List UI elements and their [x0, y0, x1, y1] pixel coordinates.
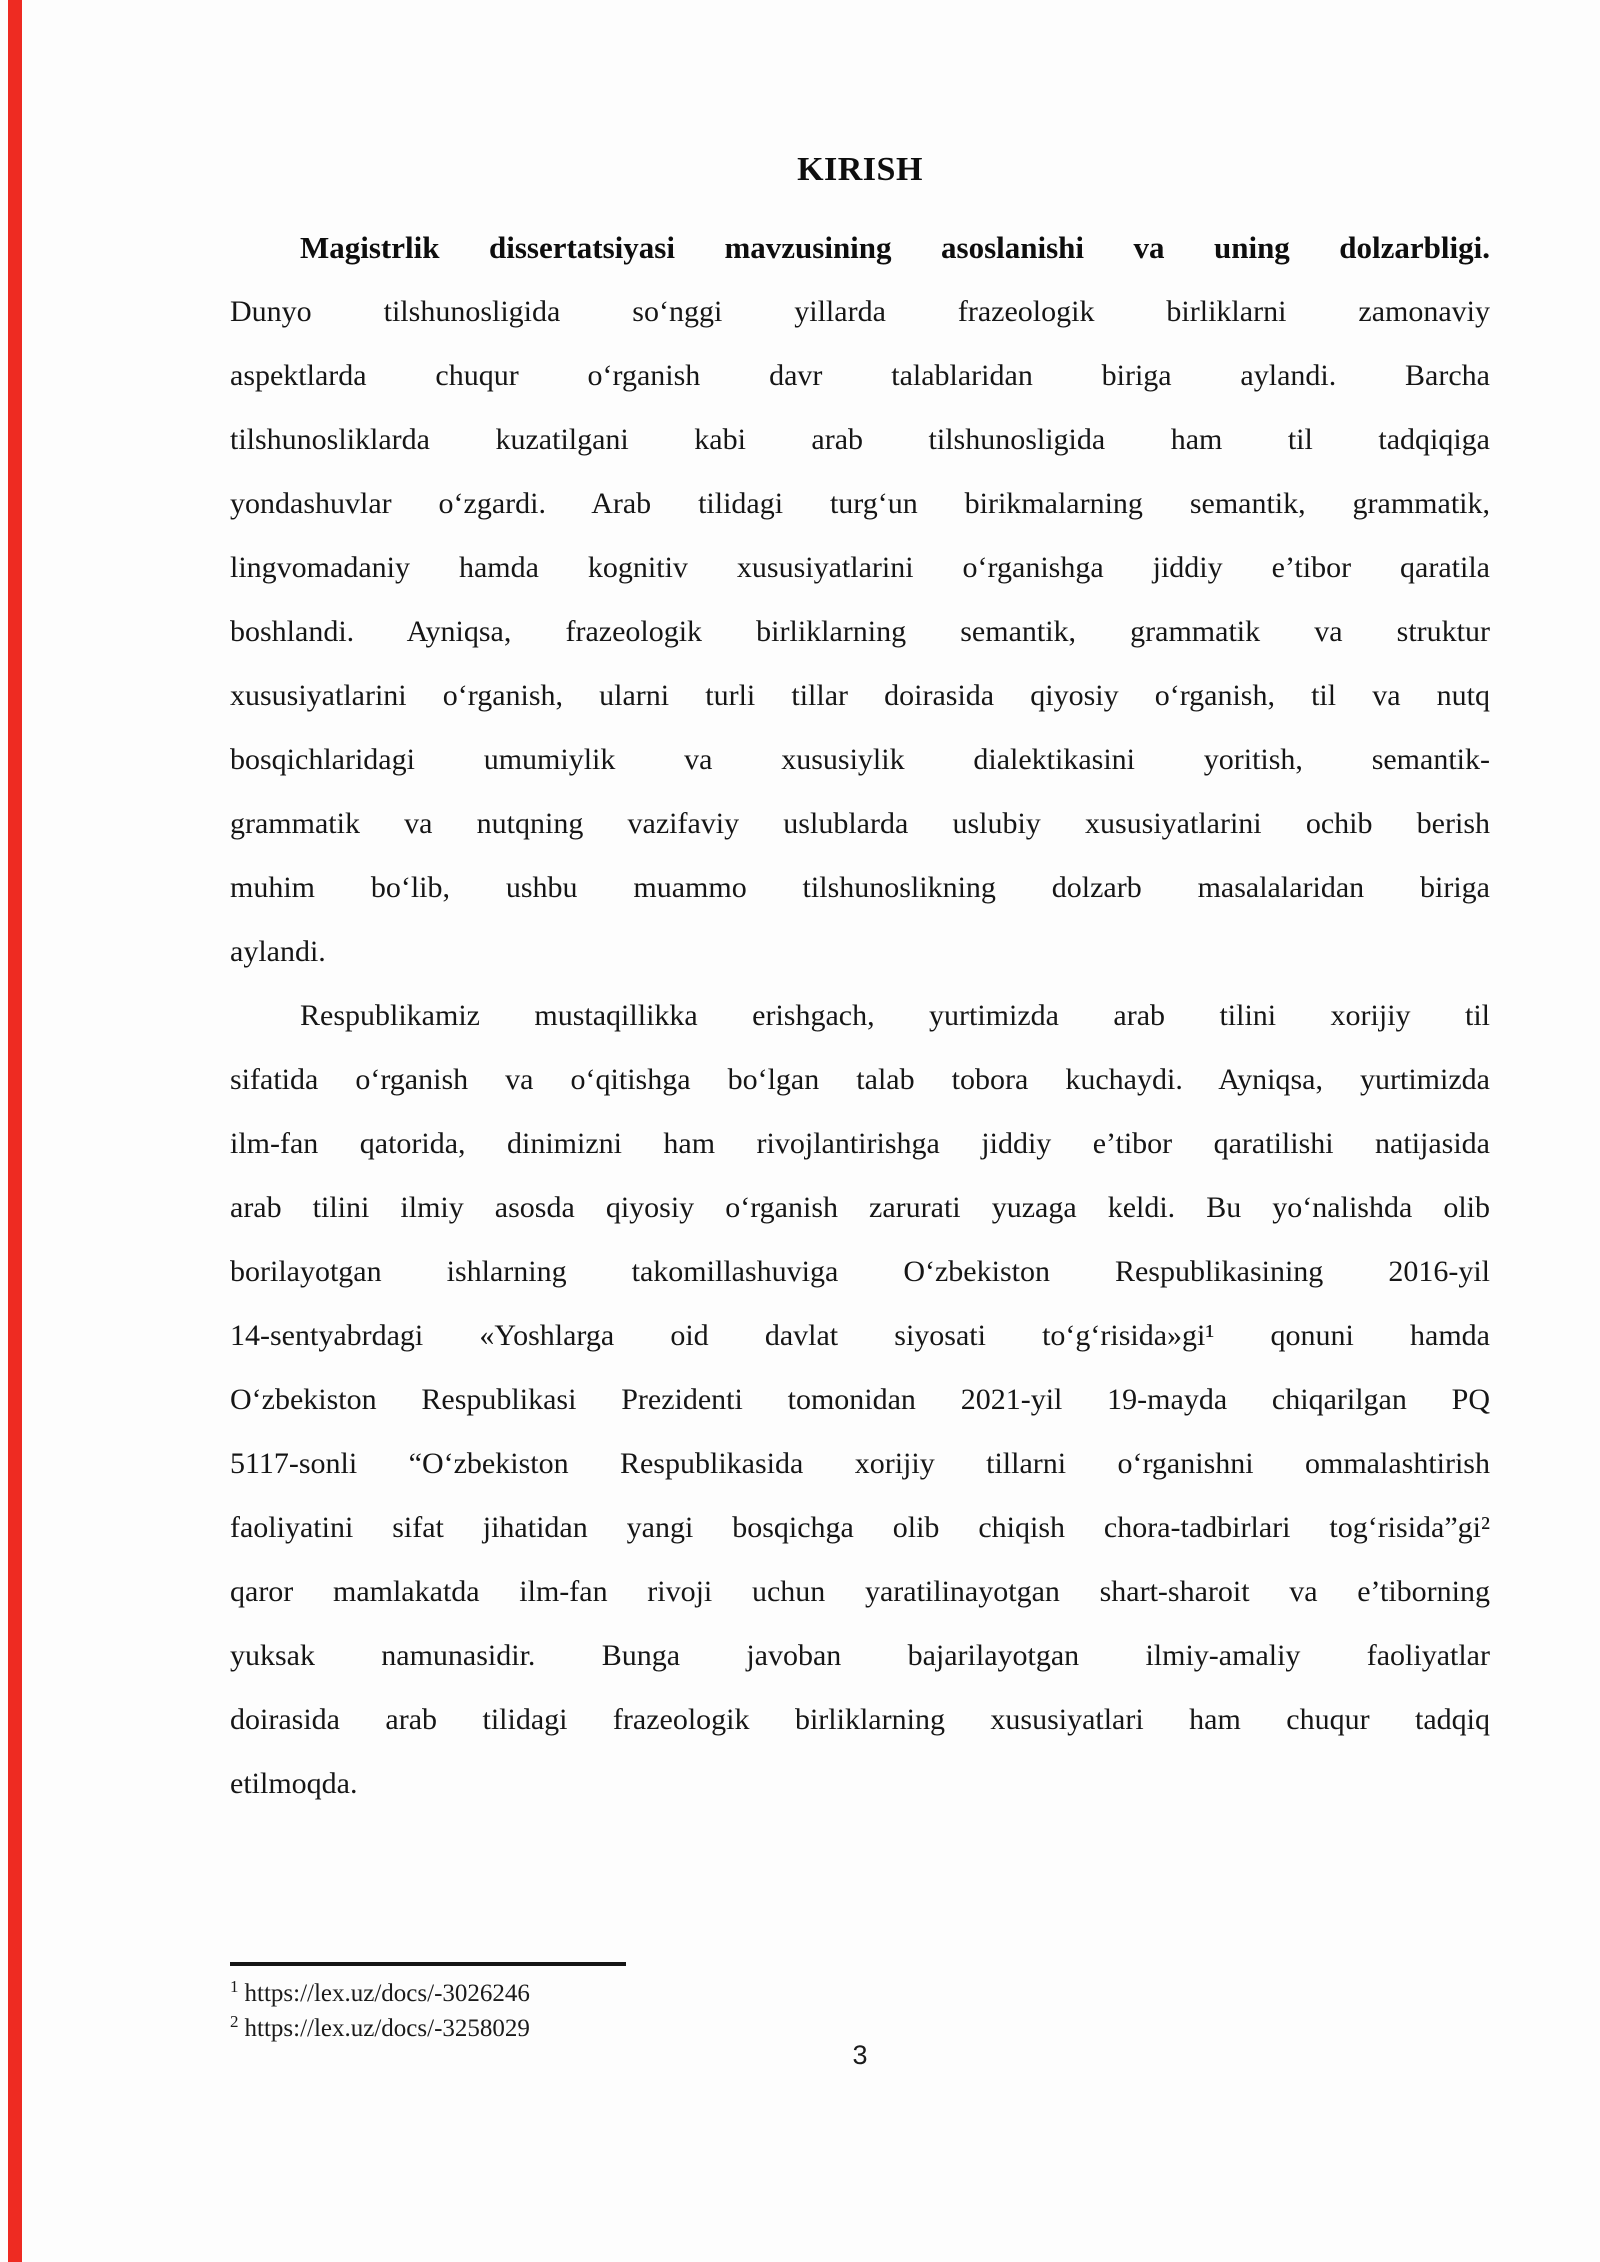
- text-line: Dunyo tilshunosligida so‘nggi yillarda frazeologik birliklarni zamonaviy: [230, 295, 1490, 328]
- page-number: 3: [852, 2040, 868, 2070]
- text-line: lingvomadaniy hamda kognitiv xususiyatlarini o‘rganishga jiddiy e’tibor qaratila: [230, 551, 1490, 584]
- text-line: aylandi.: [230, 935, 326, 968]
- footnote-1-url: https://lex.uz/docs/-3026246: [244, 1980, 530, 2007]
- text-line: tilshunosliklarda kuzatilgani kabi arab tilshunosligida ham til tadqiqiga: [230, 423, 1490, 456]
- text-line: etilmoqda.: [230, 1767, 358, 1800]
- text-line: 5117-sonli “O‘zbekiston Respublikasida xorijiy tillarni o‘rganishni ommalashtirish: [230, 1447, 1490, 1480]
- text-line: boshlandi. Ayniqsa, frazeologik birliklarning semantik, grammatik va struktur: [230, 615, 1490, 648]
- text-line: qaror mamlakatda ilm-fan rivoji uchun yaratilinayotgan shart-sharoit va e’tiborning: [230, 1575, 1490, 1608]
- left-margin-red-stripe: [8, 0, 22, 2262]
- text-line: borilayotgan ishlarning takomillashuviga O‘zbekiston Respublikasining 2016-yil: [230, 1255, 1490, 1288]
- text-line: doirasida arab tilidagi frazeologik birliklarning xususiyatlari ham chuqur tadqiq: [230, 1703, 1490, 1736]
- text-line: muhim bo‘lib, ushbu muammo tilshunoslikning dolzarb masalalaridan biriga: [230, 871, 1490, 904]
- footnote-1-marker: 1: [230, 1976, 239, 1996]
- text-line: arab tilini ilmiy asosda qiyosiy o‘rganish zarurati yuzaga keldi. Bu yo‘nalishda olib: [230, 1191, 1490, 1224]
- text-line: yuksak namunasidir. Bunga javoban bajarilayotgan ilmiy-amaliy faoliyatlar: [230, 1639, 1490, 1672]
- footnote-separator: [230, 1962, 626, 1966]
- text-line: Respublikamiz mustaqillikka erishgach, yurtimizda arab tilini xorijiy til: [300, 999, 1490, 1032]
- text-line: bosqichlaridagi umumiylik va xususiylik dialektikasini yoritish, semantik-: [230, 743, 1490, 776]
- text-line: Magistrlik dissertatsiyasi mavzusining asoslanishi va uning dolzarbligi.: [300, 230, 1490, 265]
- text-line: grammatik va nutqning vazifaviy uslublarda uslubiy xususiyatlarini ochib berish: [230, 807, 1490, 840]
- page-title: KIRISH: [797, 151, 923, 188]
- footnote-2-marker: 2: [230, 2011, 239, 2031]
- text-line: O‘zbekiston Respublikasi Prezidenti tomonidan 2021-yil 19-mayda chiqarilgan PQ: [230, 1383, 1490, 1416]
- text-line: aspektlarda chuqur o‘rganish davr talablaridan biriga aylandi. Barcha: [230, 359, 1490, 392]
- text-line: yondashuvlar o‘zgardi. Arab tilidagi turg‘un birikmalarning semantik, grammatik,: [230, 487, 1490, 520]
- text-line: sifatida o‘rganish va o‘qitishga bo‘lgan talab tobora kuchaydi. Ayniqsa, yurtimizda: [230, 1063, 1490, 1096]
- text-line: ilm-fan qatorida, dinimizni ham rivojlantirishga jiddiy e’tibor qaratilishi natijasida: [230, 1127, 1490, 1160]
- text-line: xususiyatlarini o‘rganish, ularni turli tillar doirasida qiyosiy o‘rganish, til va nutq: [230, 679, 1490, 712]
- footnotes-section: [230, 1962, 1490, 2046]
- footnote-2-url: https://lex.uz/docs/-3258029: [244, 2015, 530, 2042]
- document-body: [230, 216, 1490, 1816]
- footnote-1: [230, 1976, 1490, 2011]
- text-line: 14-sentyabrdagi «Yoshlarga oid davlat siyosati to‘g‘risida»gi¹ qonuni hamda: [230, 1319, 1490, 1352]
- text-line: faoliyatini sifat jihatidan yangi bosqichga olib chiqish chora-tadbirlari tog‘risida”gi²: [230, 1511, 1490, 1544]
